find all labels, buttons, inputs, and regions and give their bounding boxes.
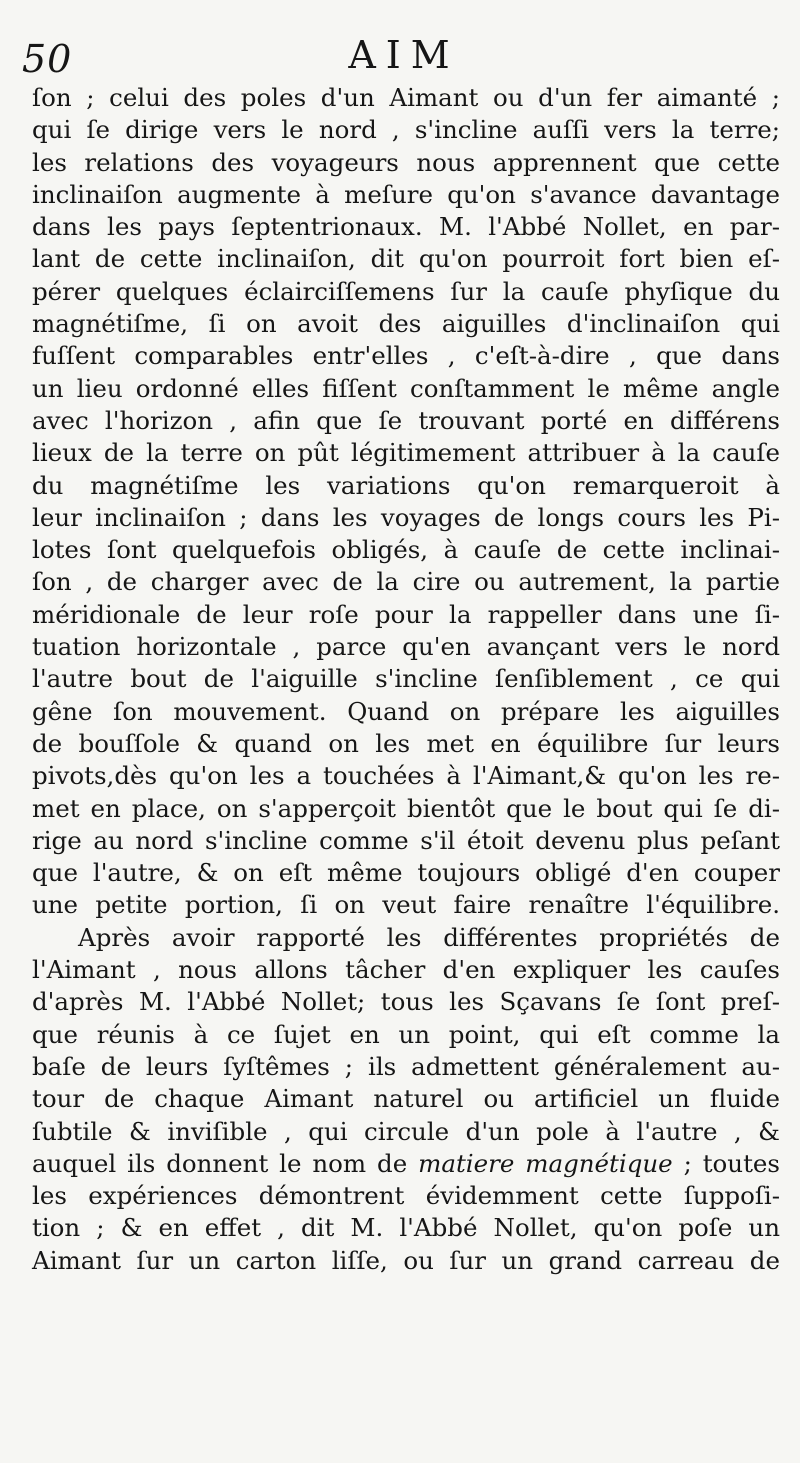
text-line: lant de cette inclinaiſon, dit qu'on pourroit fort bien eſ-	[32, 244, 780, 274]
text-line: ſubtile & inviſible , qui circule d'un pole à l'autre , &	[32, 1116, 780, 1146]
text-line: fuſſent comparables entr'elles , c'eſt-à-dire , que dans	[32, 341, 780, 371]
paragraph-start-line: Après avoir rapporté les différentes propriétés de	[78, 922, 780, 952]
text-line: lotes ſont quelquefois obligés, à cauſe de cette inclinai-	[32, 535, 780, 565]
text-line: l'autre bout de l'aiguille s'incline ſenſiblement , ce qui	[32, 664, 780, 694]
text-line: d'après M. l'Abbé Nollet; tous les Sçavans ſe ſont preſ-	[32, 987, 780, 1017]
text-line: lieux de la terre on pût légitimement attribuer à la cauſe	[32, 438, 780, 468]
text-line: pérer quelques éclairciſſemens ſur la cauſe phyſique du	[32, 276, 780, 306]
running-title: AIM	[348, 33, 460, 77]
text-line: du magnétiſme les variations qu'on remarqueroit à	[32, 470, 780, 500]
text-line: les expériences démontrent évidemment cette ſuppoſi-	[32, 1181, 780, 1211]
text-line: que l'autre, & on eſt même toujours obligé d'en couper	[32, 858, 780, 888]
text-line: ſon , de charger avec de la cire ou autrement, la partie	[32, 567, 780, 597]
text-fragment: ; toutes	[672, 1148, 780, 1178]
text-line: dans les pays ſeptentrionaux. M. l'Abbé Nollet, en par-	[32, 212, 780, 242]
italic-term: matiere magnétique	[418, 1148, 673, 1178]
text-fragment: auquel ils donnent le nom de	[32, 1148, 419, 1178]
text-line: leur inclinaiſon ; dans les voyages de longs cours les Pi-	[32, 502, 780, 532]
text-line: tion ; & en effet , dit M. l'Abbé Nollet, qu'on poſe un	[32, 1213, 780, 1243]
text-line: que réunis à ce ſujet en un point, qui eſt comme la	[32, 1019, 780, 1049]
text-line: qui ſe dirige vers le nord , s'incline auſſi vers la terre;	[32, 115, 780, 145]
text-line: tour de chaque Aimant naturel ou artificiel un fluide	[32, 1084, 780, 1114]
text-line-with-italic	[32, 1148, 780, 1180]
text-line: baſe de leurs ſyſtêmes ; ils admettent généralement au-	[32, 1051, 780, 1081]
text-line: les relations des voyageurs nous apprennent que cette	[32, 147, 780, 177]
text-line: méridionale de leur roſe pour la rappeller dans une ſi-	[32, 599, 780, 629]
text-line: Aimant ſur un carton liſſe, ou ſur un grand carreau de	[32, 1245, 780, 1275]
text-line: de bouſſole & quand on les met en équilibre ſur leurs	[32, 728, 780, 758]
text-line: gêne ſon mouvement. Quand on prépare les aiguilles	[32, 696, 780, 726]
page-number: 50	[22, 37, 73, 81]
text-line: ſon ; celui des poles d'un Aimant ou d'un fer aimanté ;	[32, 83, 780, 112]
text-line: l'Aimant , nous allons tâcher d'en expliquer les cauſes	[32, 955, 780, 985]
text-line: un lieu ordonné elles fiſſent conſtamment le même angle	[32, 373, 780, 403]
text-line: magnétiſme, ſi on avoit des aiguilles d'inclinaiſon qui	[32, 309, 780, 339]
body-text	[32, 82, 780, 1277]
text-line: pivots,dès qu'on les a touchées à l'Aimant,& qu'on les re-	[32, 761, 780, 791]
text-line: une petite portion, ſi on veut faire renaître l'équilibre.	[32, 890, 780, 920]
text-line: avec l'horizon , afin que ſe trouvant porté en différens	[32, 405, 780, 435]
text-line: met en place, on s'apperçoit bientôt que le bout qui ſe di-	[32, 793, 780, 823]
text-line: inclinaiſon augmente à meſure qu'on s'avance davantage	[32, 179, 780, 209]
text-line: tuation horizontale , parce qu'en avançant vers le nord	[32, 632, 780, 662]
text-line: rige au nord s'incline comme s'il étoit devenu plus peſant	[32, 825, 780, 855]
